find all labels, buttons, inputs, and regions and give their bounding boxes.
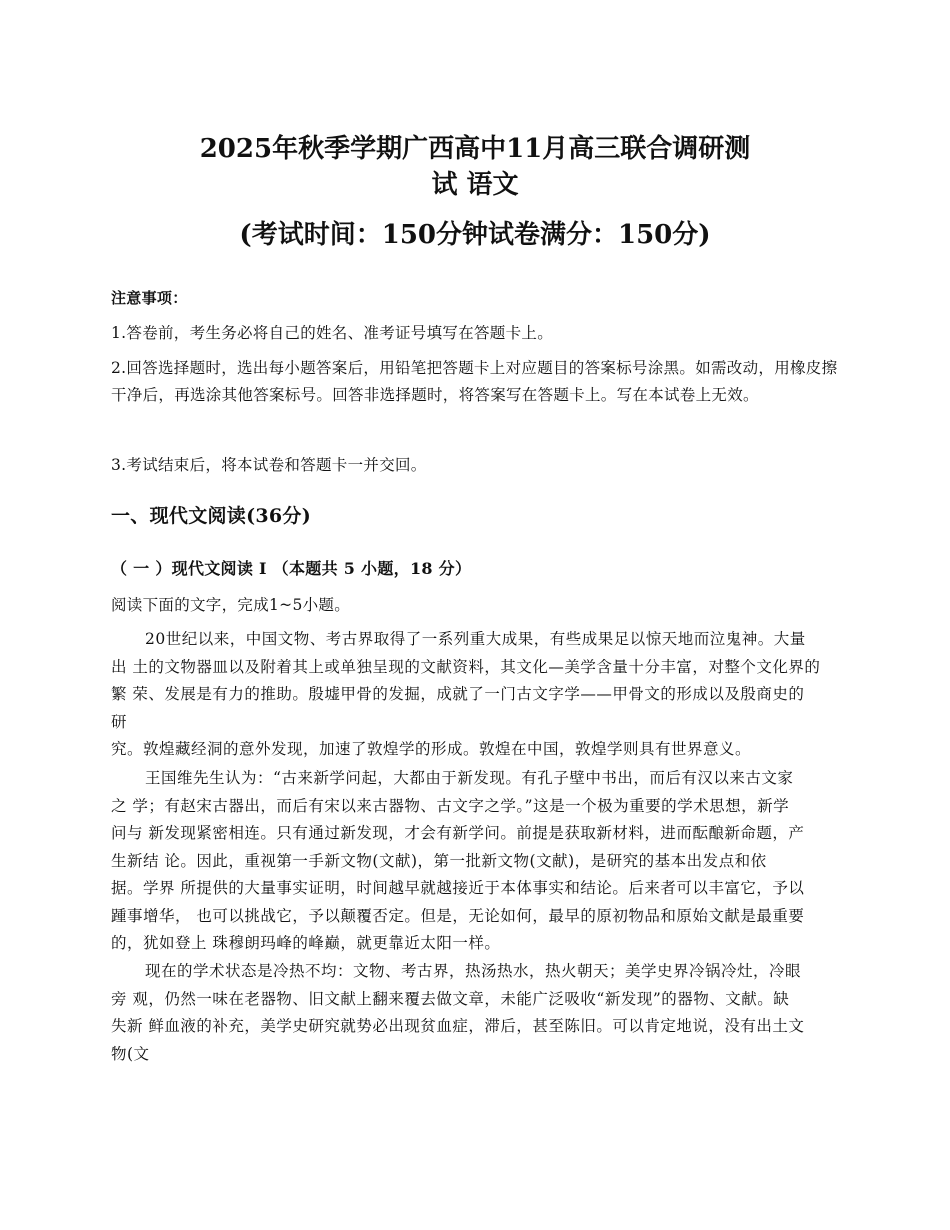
paragraph-line: 究。敦煌藏经洞的意外发现，加速了敦煌学的形成。敦煌在中国，敦煌学则具有世界意义。	[111, 740, 752, 758]
notes-heading: 注意事项：	[111, 289, 188, 307]
paragraph-line: 据。学界 所提供的大量事实证明，时间越早就越接近于本体事实和结论。后来者可以丰富它，予以	[111, 879, 805, 897]
exam-title-line-1: 2025年秋季学期广西高中11月高三联合调研测	[199, 134, 751, 164]
paragraph-line: 物(文	[111, 1044, 150, 1063]
subsection-heading: （ 一 ）现代文阅读 I （本题共 5 小题，18 分）	[111, 559, 472, 578]
exam-time-info: (考试时间：150分钟试卷满分：150分)	[239, 220, 711, 250]
paragraph-line: 踵事增华， 也可以挑战它，予以颠覆否定。但是，无论如何，最早的原初物品和原始文献是最重要	[111, 906, 805, 925]
paragraph-2	[111, 765, 841, 958]
note-item-2: 2.回答选择题时，选出每小题答案后，用铅笔把答题卡上对应题目的答案标号涂黑。如需改动，用橡皮擦干净后，再选涂其他答案标号。回答非选择题时，将答案写在答题卡上。写在本试卷上无效。	[111, 359, 838, 404]
paragraph-line: 的，犹如登上 珠穆朗玛峰的峰巅，就更靠近太阳一样。	[111, 934, 501, 952]
paragraph-line: 旁 观，仍然一味在老器物、旧文献上翻来覆去做文章，未能广泛吸收“新发现”的器物、文献。缺	[111, 989, 790, 1008]
note-item-1: 1.答卷前，考生务必将自己的姓名、准考证号填写在答题卡上。	[111, 324, 553, 342]
paragraph-line: 20世纪以来，中国文物、考古界取得了一系列重大成果，有些成果足以惊天地而泣鬼神。大量	[145, 630, 806, 648]
paragraph-line: 出 土的文物器皿以及附着其上或单独呈现的文献资料，其文化—美学含量十分丰富，对整个文化界的	[111, 657, 821, 676]
paragraph-line: 研	[111, 712, 128, 731]
paragraph-line: 问与 新发现紧密相连。只有通过新发现，才会有新学问。前提是获取新材料，进而酝酿新命题，产	[111, 824, 805, 842]
paragraph-line: 失新 鲜血液的补充，美学史研究就势必出现贫血症，滞后，甚至陈旧。可以肯定地说，没有出土文	[111, 1017, 805, 1035]
paragraph-line: 王国维先生认为：“古来新学问起，大都由于新发现。有孔子壁中书出，而后有汉以来古文家	[145, 769, 794, 787]
reading-instruction: 阅读下面的文字，完成1~5小题。	[111, 596, 351, 614]
section-heading: 一、现代文阅读(36分)	[111, 505, 312, 527]
paragraph-line: 生新结 论。因此，重视第一手新文物(文献)，第一批新文物(文献)，是研究的基本出发点和依	[111, 851, 767, 870]
note-item-3: 3.考试结束后，将本试卷和答题卡一并交回。	[111, 456, 427, 474]
paragraph-line: 之 学；有赵宋古器出，而后有宋以来古器物、古文字之学。”这是一个极为重要的学术思想，新学	[111, 796, 790, 815]
paragraph-line: 现在的学术状态是冷热不均：文物、考古界，热汤热水，热火朝天；美学史界冷锅冷灶，冷眼	[145, 962, 802, 980]
exam-title-line-2: 试 语文	[431, 170, 519, 200]
paragraph-line: 繁 荣、发展是有力的推助。殷墟甲骨的发掘，成就了一门古文字学——甲骨文的形成以及殷商史的	[111, 685, 805, 703]
paragraph-3	[111, 958, 841, 1068]
paragraph-1	[111, 626, 841, 764]
